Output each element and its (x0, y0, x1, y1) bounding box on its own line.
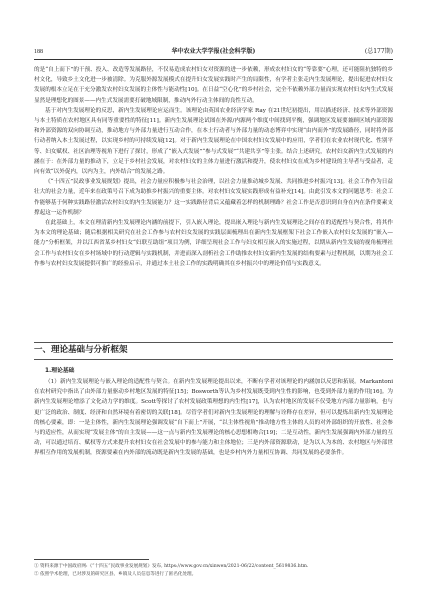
body-text-bottom (34, 377, 393, 459)
subsection-title: 1.理论基础 (45, 368, 75, 374)
paragraph: 的是“自上而下”的干预、投入、改造等发展路径，不仅易造成农村妇女对资源的进一步依赖，形成农村妇女的“等靠要”心理，还可能阻抗独特的乡村文化，导致乡土文化进一步被清除。为克服外源发展模式在提升妇女发展实践时产生的局限性，有学者主张走内生发展理论，提出促进农村妇女发展的根本立足在于充分激发农村妇女发展的主体性与能动性[10]。在日益“空心化”的乡村社会，完全不依赖外部力量而实现农村妇女内生式发展显然是理想化的图景——内生式发展需要打破地域限制，推动内外行动主体间的良性互动。 (34, 67, 393, 104)
page-number: 188 (34, 49, 43, 55)
header-rule (34, 59, 393, 60)
footnote-1: ① 资料来源于中国政府网:《“十四五”民政事业发展规划》发布, https://www.gov.cn/xinwen/2021-06/22/content_5619836.htm. (34, 564, 309, 569)
section-rule-bottom (34, 359, 393, 360)
footnotes (34, 563, 393, 579)
paragraph: （1）新内生发展理论与嵌入理论的适配性与契合。在新内生发展理论提出以来，不断有学者对该理论的内涵加以反思和拓展。Markantoni在农村研究中指出了由外部力量驱动乡村地区发展的特征[15]；Bosworth等认为乡村发展既受到内生性的影响，也受到外部力量的作用[16]。为新内生发展理论增添了文化动力学的维度。Scott等探讨了农村发展政策理想的内生性[17]，认为农村地区的发展不仅受地方内部力量影响，也与更广泛的政治、制度、经济和自然环境有着密切的关联[18]。尽管学者们对新内生发展理论的理解与诠释存在差异，但可以提炼出新内生发展理论的核心要素，即：一是主体性，新内生发展理论强调发展“自下而上”开展，“以主体性视角”推动地方性主体的人员的对外部组织的开放性、社会参与的适应性，从而实现“发展主体”的自主发展——这一点与新内生发展理论的核心思想相吻合[19]；二是互动性，新内生发展强调内外部力量的互动，可以通过培育、赋权等方式来提升农村妇女在社会发展中的参与能力和主体地位；三是内外部资源联动，是为以人为本的、农村地区与外部世界相互作用的发展机制，资源要素在内外部的流动既是新内生发展的基础，也是乡村内外力量相互协调、共同发展的必要条件。 (34, 379, 393, 457)
paragraph: 基于对内生发展理论的反思，新内生发展理论应运而生。该理论由英国农业经济学家 Ray 在21世纪初提出，用以描述经济、技术等外部资源与本土特质在农村地区具有同等重要性的特征[11]。新内生发展理论试图在外源/内源两个维度中间找到平衡，强调地区发展要兼顾区域内部资源和外部资源的双向协调互动，推动地方与外部力量进行互动合作，在本土行动者与外部力量的动态博弈中实现“由内而外”的发展路径，同时将外部行动者纳入本土发展过程，以实现乡村的可持续发展[12]。对于新内生发展理论在中国农村妇女发展中的应用，学者们在农业农村现代化、性别平等、妇女赋权、社区治理等视角下进行了探讨，形成了“嵌入式发展”“参与式发展”“共建共享”等主张。结合上述研究，农村妇女新内生式发展的内涵在于：在外部力量的推动下，立足于乡村社会发展，对农村妇女的主体力量进行激活和提升，使农村妇女在成为乡村建设的主导者与受益者，走向有效“以外促内，以内为主，内外结合”的发展之路。 (34, 107, 393, 176)
issue-number: (总177期) (364, 48, 393, 55)
section-title: 一、理论基础与分析框架 (34, 345, 128, 355)
paragraph: 在此基础上，本文在理清新内生发展理论内涵的前提下，引入嵌入理论，提出嵌入理论与新内生发展理论之间存在的适配性与契合性，将其作为本文的理论基础；随后根据相关研究在社会工作参与农村妇女发展的实践层面梳理出在新内生发展框架下社会工作嵌入农村妇女发展的“嵌入—能力”分析框架，并以江西省某乡村妇女“妇联互助组”项目为例，详细呈现社会工作与妇女相互嵌入的实施过程，以期从新内生发展的视角梳理社会工作与农村妇女在乡村场域中的行动逻辑与实践机制，并进而深入剖析社会工作助推农村妇女新内生发展的结构要素与过程机制，以期为社会工作参与农村妇女发展提供可推广的经验启示，并通过本土社会工作的实践明确其在乡村振兴中的理论价值与实践意义。 (34, 220, 393, 267)
running-header (34, 46, 393, 58)
footnote-rule (34, 559, 149, 560)
journal-title: 华中农业大学学报(社会科学版) (171, 48, 256, 55)
footnote-2: ② 依照学术伦理，已对涉及的研究区县、乡镇及人员信息等进行了匿名化处理。 (34, 572, 197, 577)
paragraph: 《“十四五”民政事业发展规划》提出，社会力量应积极参与社会治理，以社会力量推动城乡发展、共同推进乡村振兴[13]。社会工作作为日益壮大的社会力量，近年来在政策号召下成为助推乡村振兴的重要主体。对农村妇女发展实践形成有益补充[14]。由此引发本文的问题思考：社会工作能够基于何种实践路径激活农村妇女的内生发展能力？这一实践路径背后又蕴藏着怎样的机制理路？社会工作是否意识到自身在内在条件要素支撑起这一运作机制？ (34, 179, 393, 216)
body-text-top (34, 65, 393, 269)
